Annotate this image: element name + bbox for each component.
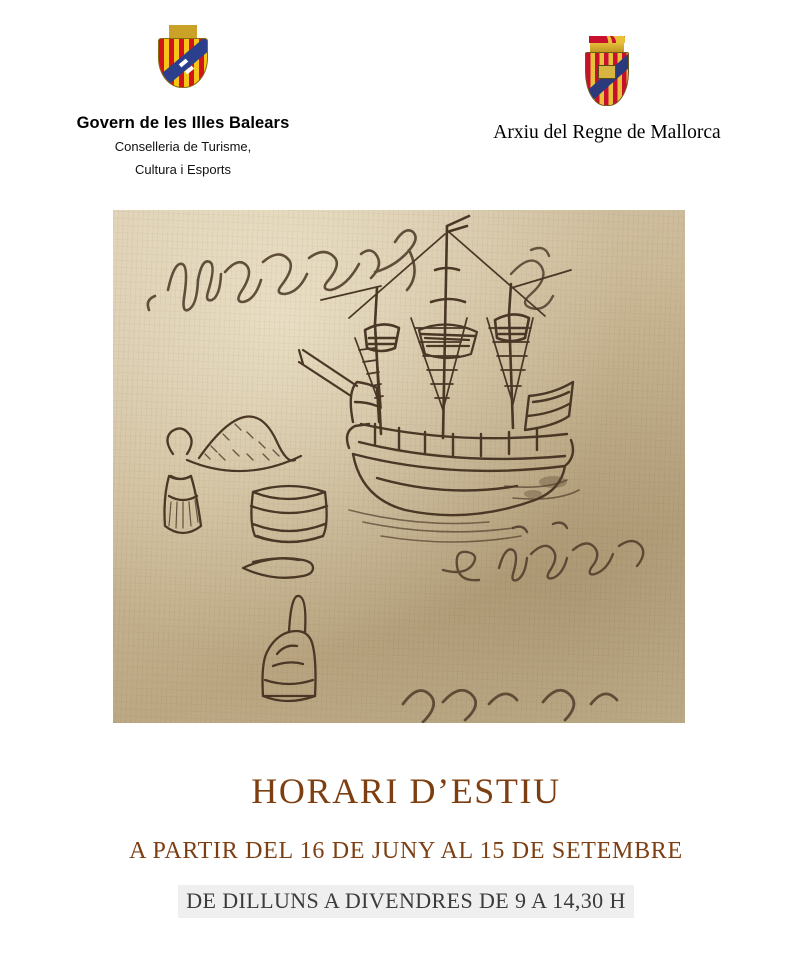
government-department-line2: Cultura i Esports xyxy=(134,161,232,177)
schedule-caption xyxy=(0,770,812,918)
government-title: Govern de les Illes Balears xyxy=(76,114,290,132)
schedule-hours-wrap xyxy=(0,885,812,918)
archive-shield-wrap xyxy=(442,30,772,108)
parchment-illustration xyxy=(113,210,685,723)
archive-title: Arxiu del Regne de Mallorca xyxy=(493,122,721,143)
kingdom-of-mallorca-crest-icon xyxy=(585,42,629,108)
archive-logo-block xyxy=(442,30,772,144)
document-header xyxy=(0,0,812,190)
headline-title: HORARI D’ESTIU xyxy=(251,771,561,811)
schedule-period: A PARTIR DEL 16 DE JUNY AL 15 DE SETEMBRE xyxy=(129,838,683,864)
gov-shield-wrap xyxy=(33,30,333,100)
ship-drawing-svg xyxy=(113,210,685,723)
schedule-hours: DE DILLUNS A DIVENDRES DE 9 A 14,30 H xyxy=(178,885,634,918)
government-logo-block xyxy=(33,30,333,178)
balearic-islands-crest-icon xyxy=(158,38,208,100)
government-department-line1: Conselleria de Turisme, xyxy=(114,139,252,154)
